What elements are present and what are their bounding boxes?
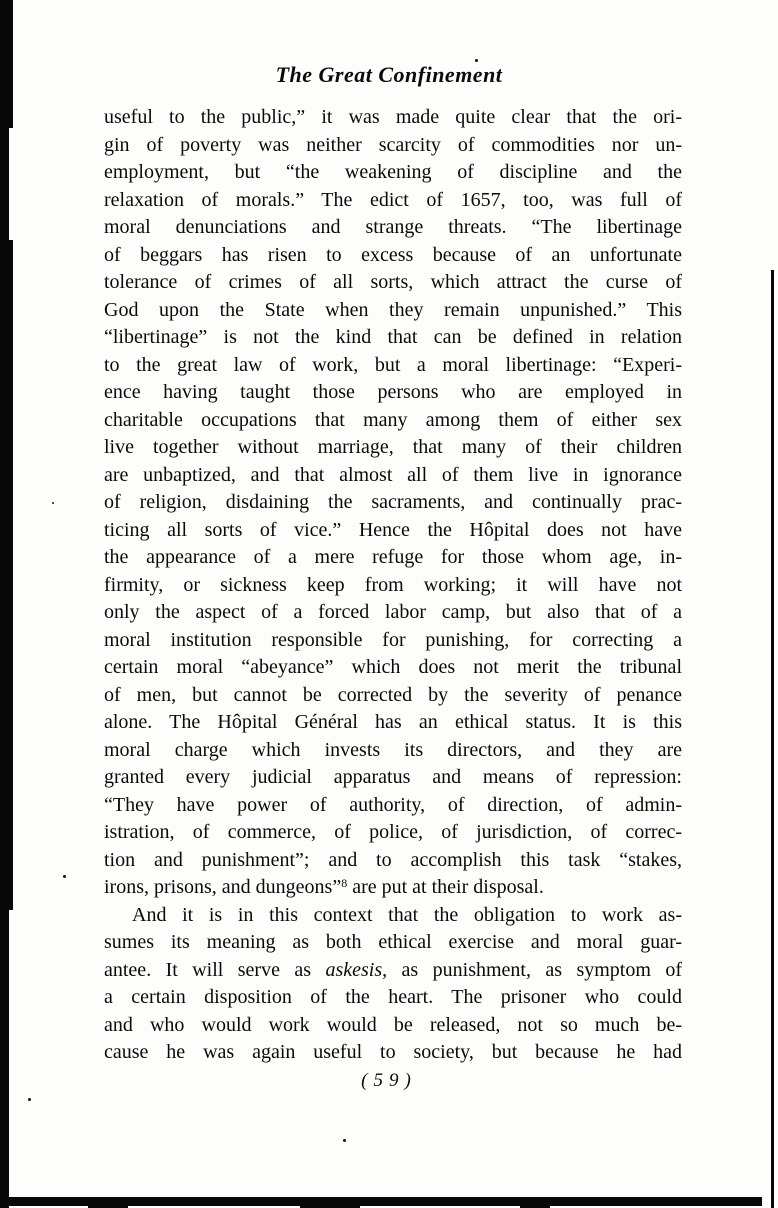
text-line: “They have power of authority, of direction, of admin- (104, 793, 682, 816)
scan-speck (28, 1098, 31, 1101)
text-line: charitable occupations that many among them of either sex (104, 408, 682, 431)
text-line: employment, but “the weakening of discipline and the (104, 161, 682, 183)
text-line: granted every judicial apparatus and means of repression: (104, 766, 682, 788)
text-line: a certain disposition of the heart. The prisoner who could (104, 986, 682, 1008)
text-line: certain moral “abeyance” which does not merit the tribunal (104, 656, 682, 678)
text-line: God upon the State when they remain unpunished.” This (104, 298, 682, 321)
text-line: cause he was again useful to society, but because he had (104, 1041, 682, 1063)
scan-edge-right (771, 270, 774, 1208)
text-line: antee. It will serve as askesis, as punishment, as symptom of (104, 958, 682, 981)
chapter-running-head: The Great Confinement (275, 62, 503, 87)
text-line: tolerance of crimes of all sorts, which attract the curse of (104, 271, 682, 293)
text-line: alone. The Hôpital Général has an ethical status. It is this (104, 711, 682, 733)
scan-speck (63, 875, 66, 878)
text-line: sumes its meaning as both ethical exercise and moral guar- (104, 931, 682, 953)
text-line: ticing all sorts of vice.” Hence the Hôpital does not have (104, 518, 682, 541)
text-line: And it is in this context that the obligation to work as- (132, 903, 682, 926)
text-line: tion and punishment”; and to accomplish this task “stakes, (104, 848, 682, 871)
text-line: relaxation of morals.” The edict of 1657, too, was full of (104, 188, 682, 211)
scan-speck (52, 502, 54, 504)
text-line: “libertinage” is not the kind that can be defined in relation (104, 326, 682, 348)
text-line: of men, but cannot be corrected by the severity of penance (104, 683, 682, 706)
paragraph (104, 104, 682, 902)
scan-edge-left-mid (0, 240, 13, 910)
text-line: to the great law of work, but a moral libertinage: “Experi- (104, 353, 682, 376)
paragraph (104, 902, 682, 1067)
text-line: gin of poverty was neither scarcity of commodities nor un- (104, 133, 682, 156)
text-line: moral institution responsible for punishing, for correcting a (104, 628, 682, 651)
text-line: live together without marriage, that many of their children (104, 436, 682, 458)
page-number: (59) (361, 1070, 417, 1091)
text-line: the appearance of a mere refuge for those whom age, in- (104, 546, 682, 568)
footnote-reference: 8 (341, 876, 348, 890)
text-line: useful to the public,” it was made quite clear that the ori- (104, 106, 682, 128)
text-line: of religion, disdaining the sacraments, and continually prac- (104, 491, 682, 513)
text-line: of beggars has risen to excess because of an unfortunate (104, 243, 682, 266)
scan-edge-bottom (5, 1197, 762, 1206)
text-line: moral denunciations and strange threats. “The libertinage (104, 216, 682, 238)
text-line: and who would work would be released, not so much be- (104, 1013, 682, 1036)
text-block (104, 104, 682, 1067)
text-line: irons, prisons, and dungeons”$^8$ are put at their disposal. (104, 876, 544, 898)
emphasized-text: askesis (325, 958, 383, 981)
text-line: moral charge which invests its directors, and they are (104, 738, 682, 761)
text-line: firmity, or sickness keep from working; it will have not (104, 573, 682, 596)
text-line: ence having taught those persons who are employed in (104, 381, 682, 403)
scan-speck (343, 1139, 346, 1142)
text-line: are unbaptized, and that almost all of them live in ignorance (104, 463, 682, 486)
text-line: only the aspect of a forced labor camp, but also that of a (104, 601, 682, 623)
text-line: istration, of commerce, of police, of jurisdiction, of correc- (104, 821, 682, 843)
